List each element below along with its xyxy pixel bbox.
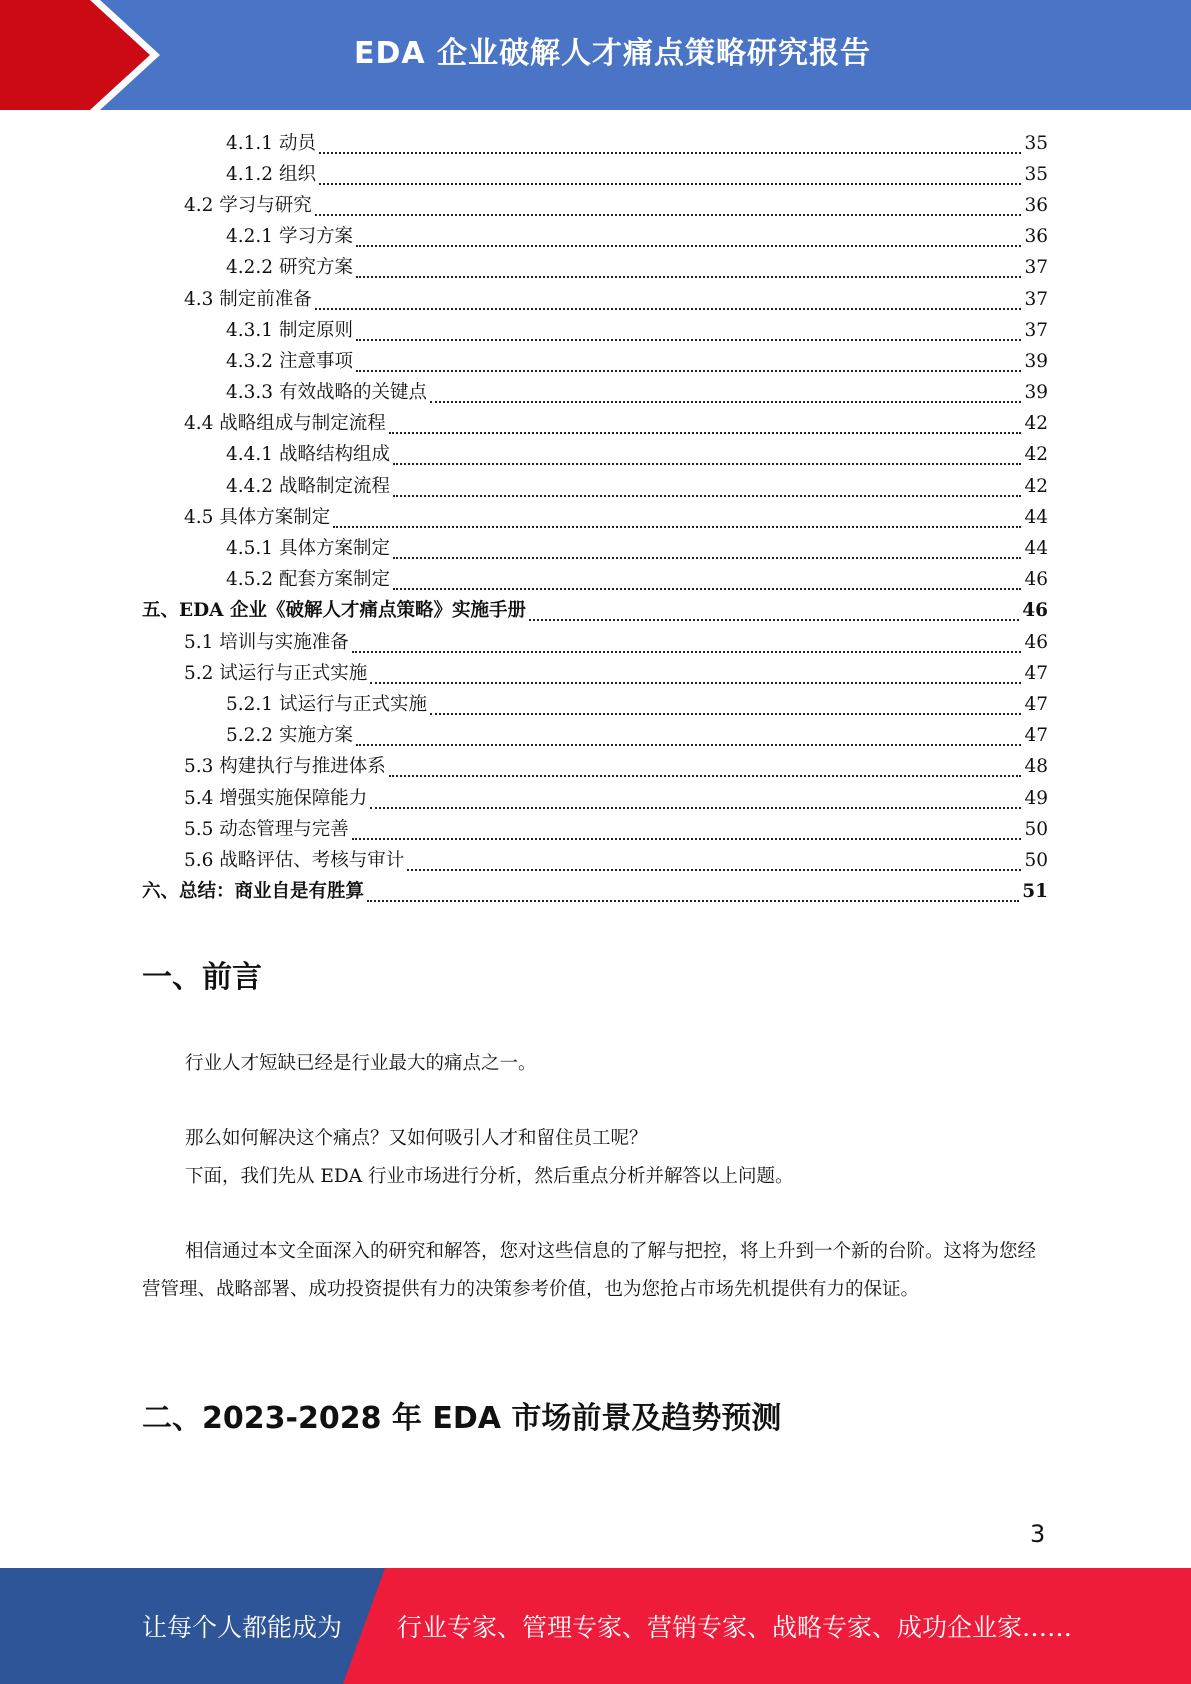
toc-dot-leader <box>370 666 1021 684</box>
paragraph: 那么如何解决这个痛点？又如何吸引人才和留住员工呢？ <box>185 1128 648 1149</box>
toc-entry-label: 六、总结：商业自是有胜算 <box>142 881 365 903</box>
header-title: EDA 企业破解人才痛点策略研究报告 <box>354 36 872 71</box>
toc-entry-label: 4.5.2 配套方案制定 <box>226 569 390 591</box>
section-heading-market-outlook: 二、2023-2028 年 EDA 市场前景及趋势预测 <box>142 1401 782 1436</box>
toc-dot-leader <box>356 260 1022 278</box>
toc-entry[interactable] <box>142 440 1048 471</box>
footer-slogan-left: 让每个人都能成为 <box>142 1613 343 1642</box>
toc-entry-page: 42 <box>1024 444 1048 466</box>
toc-entry[interactable] <box>142 190 1048 221</box>
toc-dot-leader <box>430 385 1021 403</box>
toc-dot-leader <box>352 635 1022 653</box>
toc-entry[interactable] <box>142 409 1048 440</box>
section-heading-preface: 一、前言 <box>142 960 262 995</box>
toc-entry-label: 4.2.1 学习方案 <box>226 226 353 248</box>
table-of-contents <box>142 128 1048 908</box>
page-header <box>0 0 1191 110</box>
toc-entry-page: 39 <box>1024 350 1048 372</box>
toc-dot-leader <box>356 728 1022 746</box>
toc-entry[interactable] <box>142 752 1048 783</box>
toc-entry[interactable] <box>142 378 1048 409</box>
toc-entry-label: 4.2.2 研究方案 <box>226 257 353 279</box>
toc-entry[interactable] <box>142 533 1048 564</box>
toc-dot-leader <box>356 323 1022 341</box>
toc-entry-page: 37 <box>1024 288 1048 310</box>
toc-entry[interactable] <box>142 346 1048 377</box>
toc-dot-leader <box>356 229 1022 247</box>
toc-entry[interactable] <box>142 783 1048 814</box>
toc-dot-leader <box>370 791 1021 809</box>
toc-entry-label: 5.1 培训与实施准备 <box>184 631 349 653</box>
toc-entry-label: 4.3 制定前准备 <box>184 288 312 310</box>
toc-entry[interactable] <box>142 627 1048 658</box>
toc-entry[interactable] <box>142 222 1048 253</box>
toc-entry-page: 35 <box>1024 163 1048 185</box>
toc-entry-page: 37 <box>1024 319 1048 341</box>
toc-entry-page: 50 <box>1024 818 1048 840</box>
toc-entry-label: 4.3.2 注意事项 <box>226 350 353 372</box>
toc-dot-leader <box>389 416 1022 434</box>
paragraph: 行业人才短缺已经是行业最大的痛点之一。 <box>185 1053 537 1074</box>
toc-entry-page: 47 <box>1024 693 1048 715</box>
toc-entry-label: 4.1.2 组织 <box>226 163 316 185</box>
toc-entry-page: 51 <box>1022 881 1048 903</box>
toc-entry-label: 4.2 学习与研究 <box>184 194 312 216</box>
toc-entry[interactable] <box>142 721 1048 752</box>
toc-entry-page: 36 <box>1024 226 1048 248</box>
toc-entry-page: 42 <box>1024 475 1048 497</box>
paragraph: 相信通过本文全面深入的研究和解答，您对这些信息的了解与把控，将上升到一个新的台阶。这将为您经营管理、战略部署、成功投资提供有力的决策参考价值，也为您抢占市场先机提供有力的保证。 <box>142 1241 1037 1300</box>
toc-entry[interactable] <box>142 845 1048 876</box>
toc-entry-label: 5.2.2 实施方案 <box>226 725 353 747</box>
toc-dot-leader <box>393 572 1021 590</box>
toc-entry-page: 39 <box>1024 382 1048 404</box>
toc-entry-page: 47 <box>1024 662 1048 684</box>
toc-entry-page: 49 <box>1024 787 1048 809</box>
toc-dot-leader <box>393 541 1021 559</box>
page-footer <box>0 1568 1191 1684</box>
toc-entry[interactable] <box>142 502 1048 533</box>
toc-entry-page: 44 <box>1024 538 1048 560</box>
toc-dot-leader <box>389 759 1022 777</box>
toc-entry[interactable] <box>142 565 1048 596</box>
toc-dot-leader <box>356 354 1022 372</box>
paragraph: 下面，我们先从 EDA 行业市场进行分析，然后重点分析并解答以上问题。 <box>185 1166 794 1187</box>
toc-entry-label: 5.2.1 试运行与正式实施 <box>226 693 427 715</box>
toc-dot-leader <box>352 822 1022 840</box>
toc-entry-label: 4.5 具体方案制定 <box>184 506 331 528</box>
toc-dot-leader <box>367 884 1019 902</box>
page-number: 3 <box>1030 1520 1046 1548</box>
toc-entry-label: 4.4 战略组成与制定流程 <box>184 413 386 435</box>
toc-entry-label: 5.2 试运行与正式实施 <box>184 662 368 684</box>
toc-entry[interactable] <box>142 315 1048 346</box>
toc-entry-label: 5.3 构建执行与推进体系 <box>184 756 386 778</box>
toc-entry[interactable] <box>142 814 1048 845</box>
toc-entry-label: 五、EDA 企业《破解人才痛点策略》实施手册 <box>142 600 526 622</box>
toc-entry-label: 4.1.1 动员 <box>226 132 316 154</box>
toc-dot-leader <box>333 510 1021 528</box>
toc-entry[interactable] <box>142 471 1048 502</box>
toc-entry-page: 44 <box>1024 506 1048 528</box>
toc-entry[interactable] <box>142 253 1048 284</box>
toc-entry-page: 46 <box>1022 600 1048 622</box>
toc-entry[interactable] <box>142 159 1048 190</box>
toc-entry-label: 4.5.1 具体方案制定 <box>226 538 390 560</box>
toc-entry[interactable] <box>142 596 1048 627</box>
toc-dot-leader <box>393 479 1021 497</box>
toc-dot-leader <box>529 603 1019 621</box>
toc-dot-leader <box>319 167 1022 185</box>
toc-dot-leader <box>315 198 1022 216</box>
toc-entry[interactable] <box>142 877 1048 908</box>
toc-entry-page: 36 <box>1024 194 1048 216</box>
toc-entry[interactable] <box>142 689 1048 720</box>
footer-slogan-right: 行业专家、管理专家、营销专家、战略专家、成功企业家…… <box>397 1613 1073 1642</box>
toc-entry-label: 4.3.1 制定原则 <box>226 319 353 341</box>
toc-entry-page: 46 <box>1024 569 1048 591</box>
toc-dot-leader <box>430 697 1021 715</box>
toc-entry-label: 4.3.3 有效战略的关键点 <box>226 382 427 404</box>
toc-dot-leader <box>319 136 1022 154</box>
toc-entry[interactable] <box>142 284 1048 315</box>
toc-entry-label: 5.4 增强实施保障能力 <box>184 787 368 809</box>
toc-dot-leader <box>407 853 1021 871</box>
toc-entry-page: 42 <box>1024 413 1048 435</box>
toc-entry-page: 48 <box>1024 756 1048 778</box>
toc-entry-label: 5.6 战略评估、考核与审计 <box>184 849 405 871</box>
toc-entry-page: 47 <box>1024 725 1048 747</box>
toc-entry-page: 35 <box>1024 132 1048 154</box>
toc-dot-leader <box>315 292 1022 310</box>
toc-entry-label: 4.4.1 战略结构组成 <box>226 444 390 466</box>
toc-entry-label: 4.4.2 战略制定流程 <box>226 475 390 497</box>
toc-entry-page: 46 <box>1024 631 1048 653</box>
toc-entry-label: 5.5 动态管理与完善 <box>184 818 349 840</box>
toc-entry[interactable] <box>142 128 1048 159</box>
toc-entry-page: 50 <box>1024 849 1048 871</box>
toc-entry-page: 37 <box>1024 257 1048 279</box>
toc-dot-leader <box>393 447 1021 465</box>
toc-entry[interactable] <box>142 658 1048 689</box>
